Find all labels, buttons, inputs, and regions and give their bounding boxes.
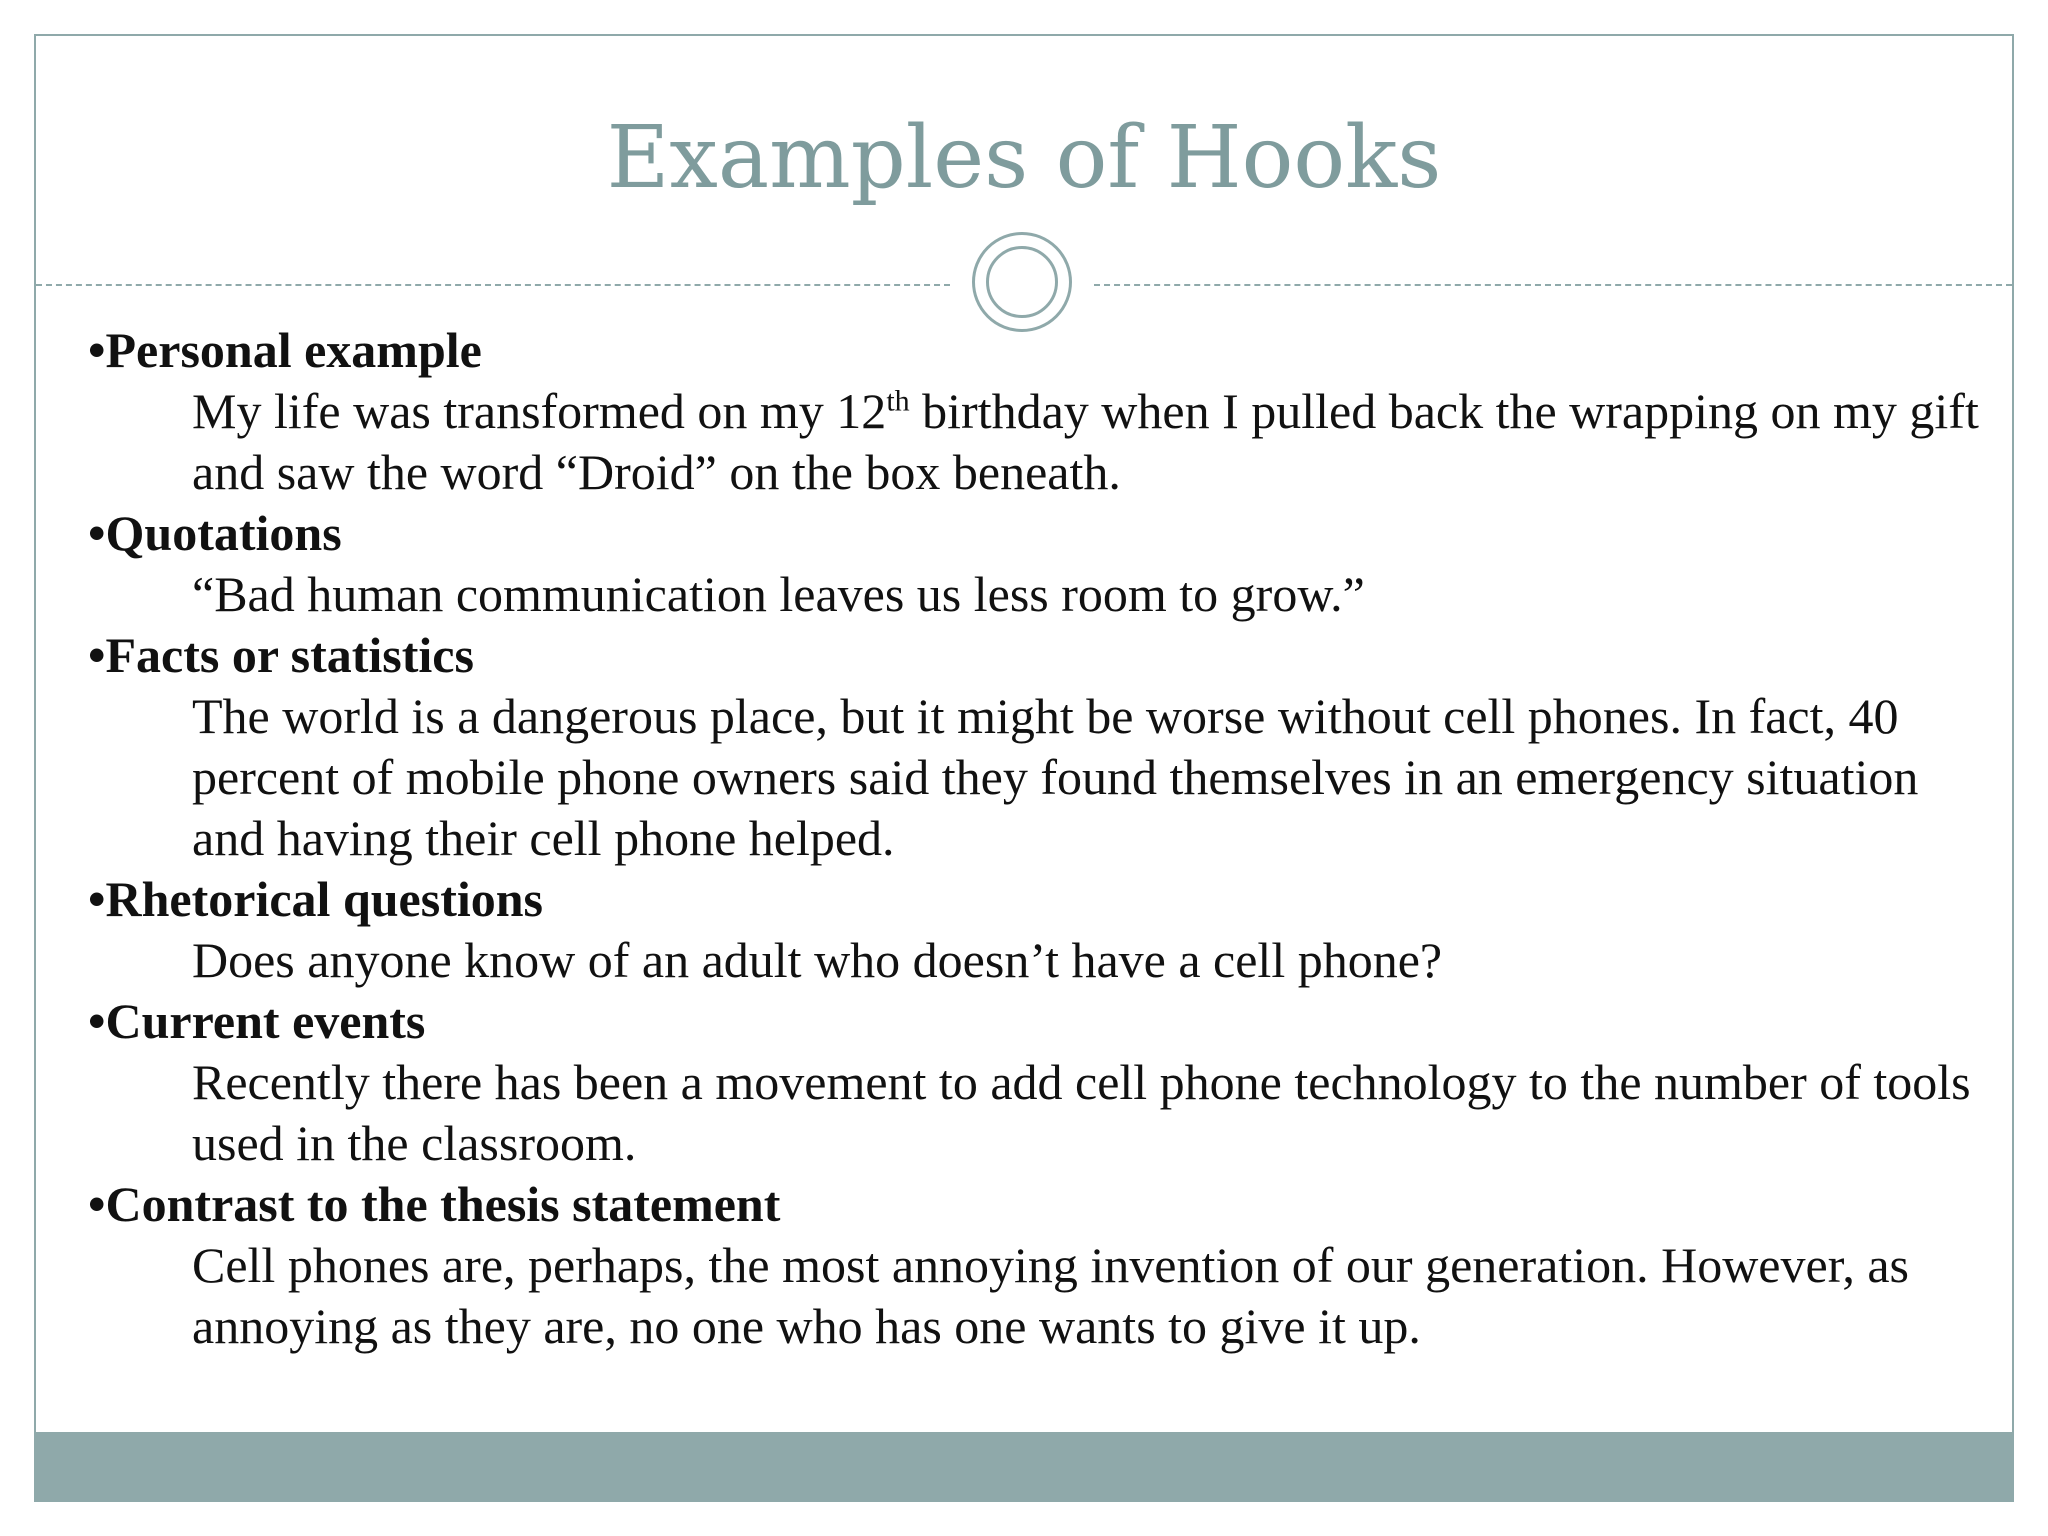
hook-example-rhetorical-questions: Does anyone know of an adult who doesn’t have a cell phone? [192, 932, 1443, 988]
hook-example-quotations: “Bad human communication leaves us less room to grow.” [192, 566, 1365, 622]
hook-heading-contrast-to-thesis [88, 1174, 1988, 1235]
hook-example-personal-example [192, 381, 1982, 503]
hook-heading-facts-or-statistics [88, 625, 1988, 686]
slide-title: Examples of Hooks [606, 108, 1442, 208]
hook-example-contrast-to-thesis: Cell phones are, perhaps, the most annoying invention of our generation. However, as annoying as they are, no one who has one wants to give it up. [192, 1237, 1909, 1354]
bullet-icon: • [88, 505, 106, 561]
hook-heading-text: Facts or statistics [105, 627, 474, 683]
hook-example-text-continued: birthday when I pulled back the wrapping on my gift and saw the word “Droid” on the box beneath. [192, 383, 1979, 500]
hook-heading-text: Rhetorical questions [105, 871, 544, 927]
hook-heading-rhetorical-questions [88, 869, 1988, 930]
ordinal-suffix: th [886, 384, 910, 418]
hook-example-text: My life was transformed on my 12 [192, 383, 887, 439]
bullet-icon: • [88, 322, 106, 378]
hook-heading-personal-example [88, 320, 1988, 381]
title-divider-left [36, 284, 950, 286]
hook-heading-text: Personal example [105, 322, 482, 378]
hooks-list [88, 320, 1988, 1357]
footer-band [34, 1432, 2014, 1502]
divider-circle-inner-ring [986, 246, 1058, 318]
bullet-icon: • [88, 1176, 106, 1232]
hook-heading-text: Quotations [105, 505, 342, 561]
bullet-icon: • [88, 627, 106, 683]
hook-example-facts-or-statistics: The world is a dangerous place, but it might be worse without cell phones. In fact, 40 percent of mobile phone owners said they found themselves in an emergency situation and having their cell phone helped. [192, 688, 1919, 866]
hook-heading-text: Contrast to the thesis statement [105, 1176, 781, 1232]
hook-heading-text: Current events [105, 993, 426, 1049]
hook-heading-quotations [88, 503, 1988, 564]
hook-example-current-events: Recently there has been a movement to add cell phone technology to the number of tools used in the classroom. [192, 1054, 1971, 1171]
hook-heading-current-events [88, 991, 1988, 1052]
title-divider-right [1094, 284, 2012, 286]
bullet-icon: • [88, 993, 106, 1049]
bullet-icon: • [88, 871, 106, 927]
